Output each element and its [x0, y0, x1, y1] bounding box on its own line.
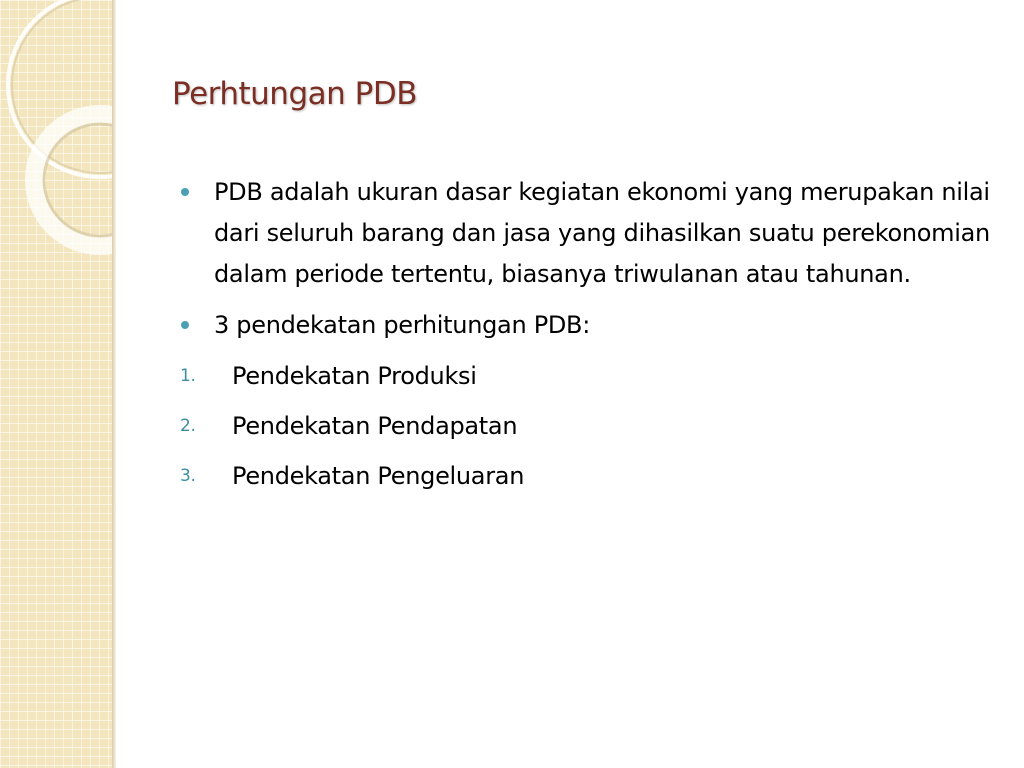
bullet-item — [180, 305, 990, 346]
numbered-item — [180, 356, 990, 397]
numbered-item — [180, 456, 990, 497]
bullet-text: PDB adalah ukuran dasar kegiatan ekonomi yang merupakan nilai dari seluruh barang dan jasa yang dihasilkan suatu perekonomian dalam periode tertentu, biasanya triwulanan atau tahunan. — [214, 178, 990, 288]
numbered-item — [180, 406, 990, 447]
numbered-text: Pendekatan Pendapatan — [232, 412, 518, 440]
numbered-text: Pendekatan Pengeluaran — [232, 462, 525, 490]
number-label: 2. — [180, 416, 196, 436]
decorative-sidebar — [0, 0, 112, 768]
bullet-text: 3 pendekatan perhitungan PDB: — [214, 311, 590, 339]
slide-body — [180, 172, 990, 506]
decorative-ring-large — [8, 0, 112, 177]
bullet-dot-icon — [181, 321, 189, 329]
number-label: 1. — [180, 366, 196, 386]
numbered-text: Pendekatan Produksi — [232, 362, 477, 390]
decorative-ring-thick — [34, 114, 112, 246]
number-label: 3. — [180, 466, 196, 486]
bullet-item — [180, 172, 990, 295]
decorative-rings — [0, 0, 112, 768]
sidebar-edge — [112, 0, 116, 768]
slide-title: Perhtungan PDB — [172, 76, 417, 112]
bullet-dot-icon — [181, 188, 189, 196]
